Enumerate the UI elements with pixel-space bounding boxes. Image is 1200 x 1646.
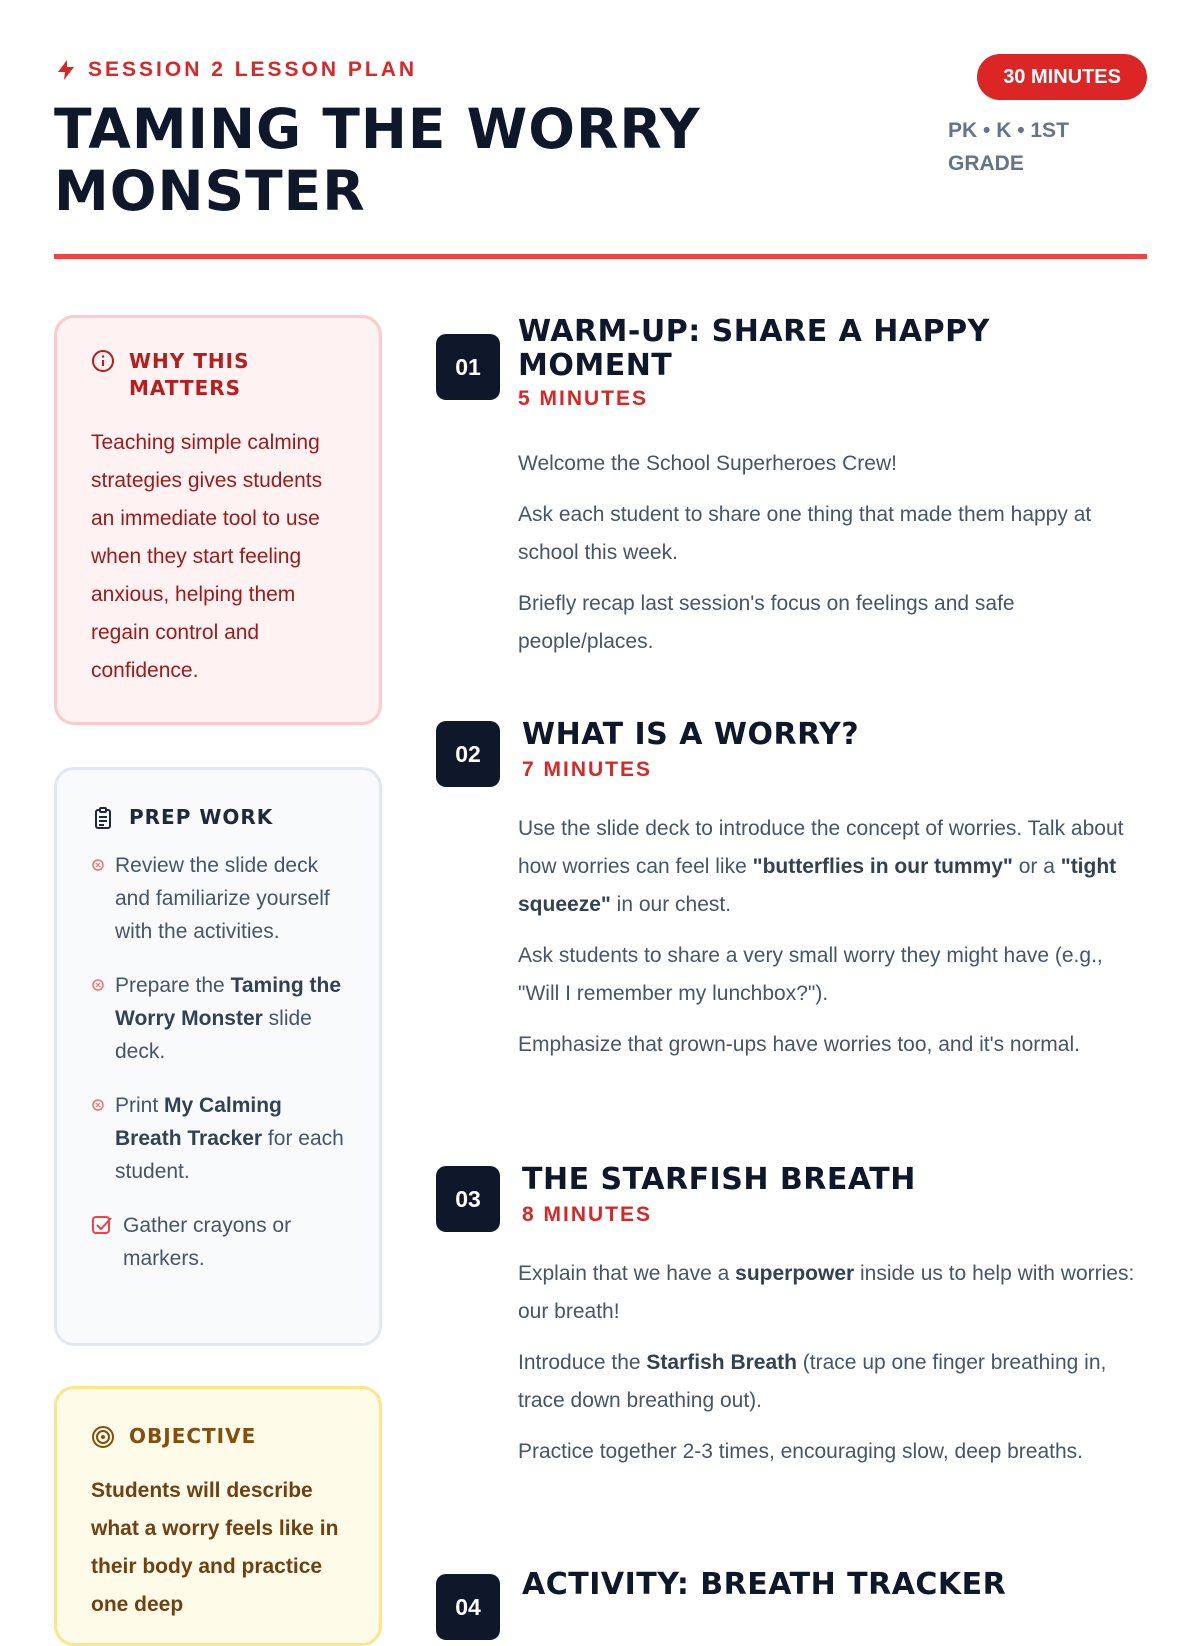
step-paragraph: Briefly recap last session's focus on feelings and safe people/places. xyxy=(518,592,1015,653)
step-number-badge: 02 xyxy=(436,721,500,787)
objective-heading-row xyxy=(91,1423,345,1450)
step-title: WHAT IS A WORRY? xyxy=(522,717,860,752)
prep-heading-row xyxy=(91,804,345,831)
step-number-badge: 01 xyxy=(436,334,500,400)
step-duration: 5 MINUTES xyxy=(518,387,649,410)
clipboard-icon xyxy=(91,806,115,830)
header-divider xyxy=(54,254,1147,259)
step-title: THE STARFISH BREATH xyxy=(522,1162,916,1197)
step-number-badge: 03 xyxy=(436,1166,500,1232)
circle-x-icon xyxy=(91,858,105,872)
list-item xyxy=(91,1209,345,1275)
objective-body: Students will describe what a worry feels like in their body and practice one deep xyxy=(91,1479,339,1616)
list-item xyxy=(91,1089,345,1188)
step-paragraph: Ask each student to share one thing that made them happy at school this week. xyxy=(518,503,1092,564)
session-label: SESSION 2 LESSON PLAN xyxy=(88,58,418,81)
prep-list xyxy=(91,849,345,1275)
step-number-badge: 04 xyxy=(436,1574,500,1640)
step-title: ACTIVITY: BREATH TRACKER xyxy=(522,1567,1007,1602)
prep-item-text: Gather crayons or markers. xyxy=(123,1214,292,1270)
circle-x-icon xyxy=(91,1098,105,1112)
info-icon xyxy=(91,349,115,373)
list-item xyxy=(91,849,345,948)
why-heading-row xyxy=(91,348,345,402)
objective-card xyxy=(54,1386,382,1646)
checkbox-icon xyxy=(91,1214,113,1236)
lesson-header xyxy=(54,52,1147,222)
prep-heading: PREP WORK xyxy=(129,805,274,829)
prep-item-text: Print My Calming Breath Tracker for each student. xyxy=(115,1094,344,1183)
step-paragraph: Welcome the School Superheroes Crew! xyxy=(518,452,897,475)
step-title: WARM-UP: SHARE A HAPPY MOMENT xyxy=(518,314,990,383)
step-paragraph: Ask students to share a very small worry they might have (e.g., "Will I remember my lunchbox?"). xyxy=(518,944,1103,1005)
why-body: Teaching simple calming strategies gives students an immediate tool to use when they start feeling anxious, helping them regain control and confidence. xyxy=(91,431,323,682)
prep-item-text: Review the slide deck and familiarize yourself with the activities. xyxy=(115,854,330,943)
objective-heading: OBJECTIVE xyxy=(129,1424,257,1448)
why-heading: WHY THIS MATTERS xyxy=(129,349,250,400)
prep-work-card xyxy=(54,767,382,1346)
prep-item-text: Prepare the Taming the Worry Monster slide deck. xyxy=(115,974,342,1063)
circle-x-icon xyxy=(91,978,105,992)
step-duration: 8 MINUTES xyxy=(522,1203,653,1226)
step-body xyxy=(518,445,1148,674)
step-body xyxy=(518,810,1148,1077)
page-title: TAMING THE WORRY MONSTER xyxy=(54,97,701,223)
lightning-icon xyxy=(54,58,78,82)
step-paragraph: Use the slide deck to introduce the concept of worries. Talk about how worries can feel like "butterflies in our tummy" or a "tight squeeze" in our chest. xyxy=(518,817,1124,916)
step-paragraph: Practice together 2-3 times, encouraging slow, deep breaths. xyxy=(518,1440,1083,1463)
why-this-matters-card xyxy=(54,315,382,725)
grade-levels: PK • K • 1ST GRADE xyxy=(948,119,1069,175)
step-paragraph: Emphasize that grown-ups have worries too, and it's normal. xyxy=(518,1033,1080,1056)
list-item xyxy=(91,969,345,1068)
target-icon xyxy=(91,1425,115,1449)
step-paragraph: Explain that we have a superpower inside us to help with worries: our breath! xyxy=(518,1262,1135,1323)
step-duration: 7 MINUTES xyxy=(522,758,653,781)
duration-badge: 30 MINUTES xyxy=(977,54,1147,100)
step-paragraph: Introduce the Starfish Breath (trace up one finger breathing in, trace down breathing out). xyxy=(518,1351,1107,1412)
step-body xyxy=(518,1255,1148,1484)
